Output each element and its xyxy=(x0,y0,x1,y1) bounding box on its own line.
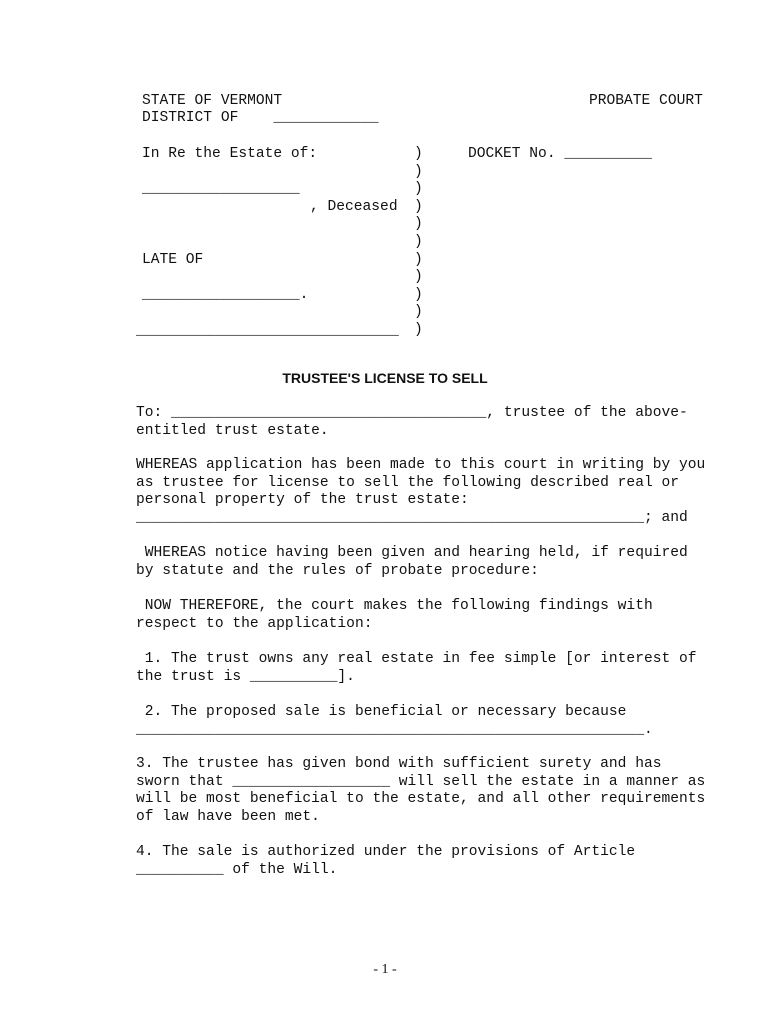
to-paragraph: To: ____________________________________, trustee of the above- entitled trust estate. xyxy=(136,405,688,439)
state-label: STATE OF VERMONT xyxy=(142,93,283,109)
decedent-name-blank: __________________ xyxy=(142,181,300,197)
district-line: DISTRICT OF ____________ xyxy=(142,110,379,126)
finding-4: 4. The sale is authorized under the provisions of Article __________ of the Will. xyxy=(136,844,636,878)
in-re-label: In Re the Estate of: xyxy=(142,146,318,162)
page-number: - 1 - xyxy=(373,962,397,977)
now-therefore-paragraph: NOW THEREFORE, the court makes the following findings with respect to the application: xyxy=(136,598,653,632)
finding-2: 2. The proposed sale is beneficial or necessary because __________________________________________________________. xyxy=(136,704,653,738)
finding-1: 1. The trust owns any real estate in fee simple [or interest of the trust is __________]. xyxy=(136,651,697,685)
whereas-notice-paragraph: WHEREAS notice having been given and hearing held, if required by statute and the rules of probate procedure: xyxy=(136,545,688,579)
late-of-blank: __________________. xyxy=(142,287,309,303)
late-of-label: LATE OF xyxy=(142,252,204,268)
document-title: TRUSTEE'S LICENSE TO SELL xyxy=(282,370,488,386)
deceased-label: , Deceased xyxy=(310,199,398,215)
docket-line: DOCKET No. __________ xyxy=(468,146,652,162)
caption-bottom-line: ______________________________ xyxy=(136,323,399,339)
whereas-application-paragraph: WHEREAS application has been made to this court in writing by you as trustee for license to sell the following described real or personal property of the trust estate: __________________________________________________________; and xyxy=(136,457,706,526)
court-label: PROBATE COURT xyxy=(589,93,703,109)
caption-parentheses: ) ) ) ) ) ) ) ) ) ) ) xyxy=(414,146,423,338)
finding-3: 3. The trustee has given bond with sufficient surety and has sworn that __________________ will sell the estate in a manner as will be most beneficial to the estate, and all other requirements of law have been met. xyxy=(136,756,706,825)
